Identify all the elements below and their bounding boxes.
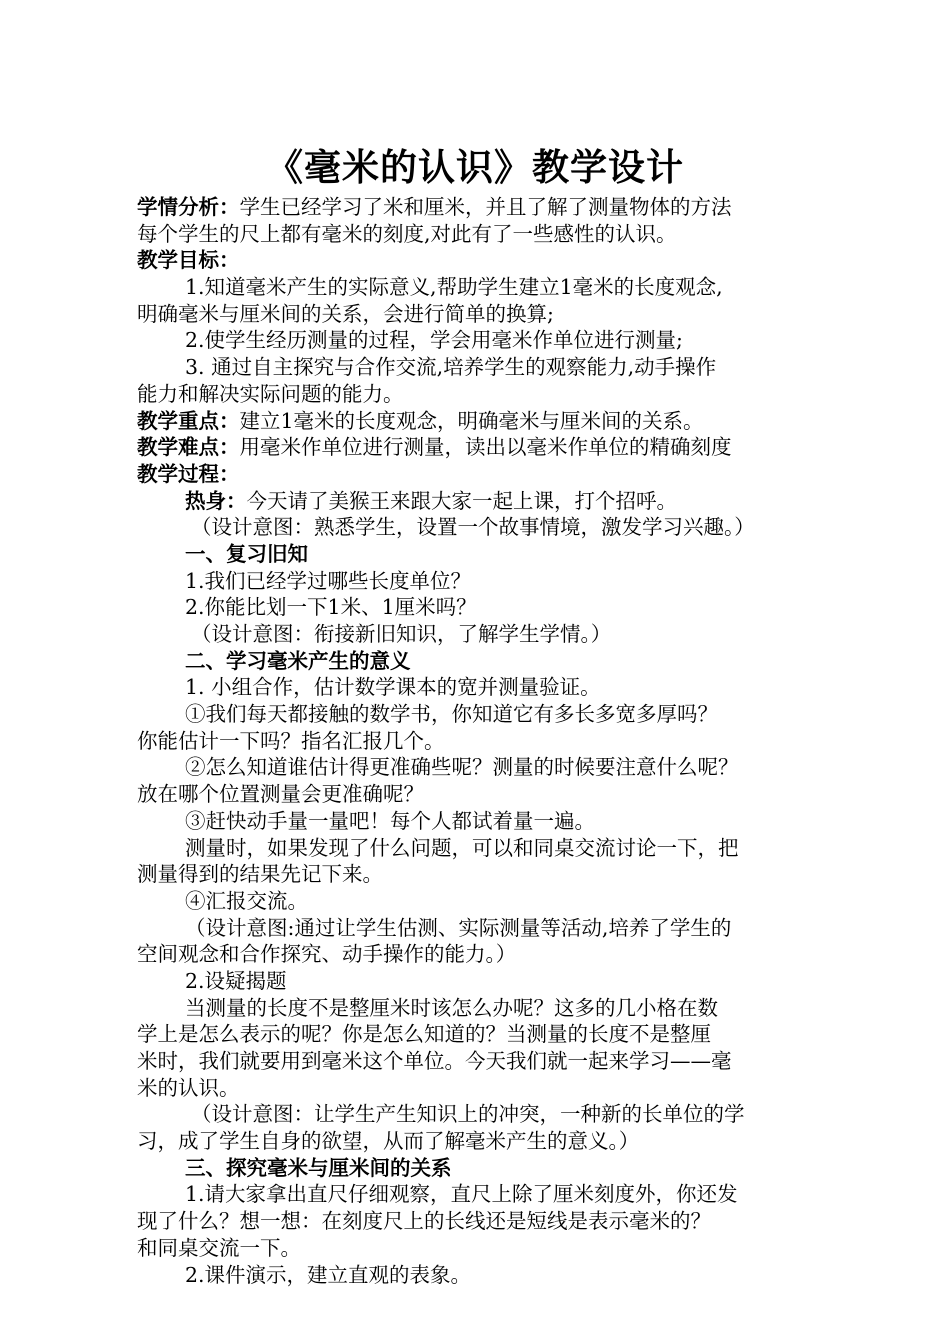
section-2-intent-2: （设计意图：让学生产生知识上的冲突，一种新的长单位的学: [191, 1102, 745, 1127]
goal-2: 2.使学生经历测量的过程，学会用毫米作单位进行测量;: [185, 328, 683, 353]
section-2-circle-3: ③赶快动手量一量吧！每个人都试着量一遍。: [185, 808, 595, 833]
analysis-line: [137, 194, 827, 221]
difficulty-text: 用毫米作单位进行测量，读出以毫米作单位的精确刻度: [239, 435, 732, 460]
goal-3-continued: 能力和解决实际问题的能力。: [137, 381, 404, 406]
section-2-question-paragraph-2: 学上是怎么表示的呢？你是怎么知道的？当测量的长度不是整厘: [137, 1022, 711, 1047]
analysis-text-continued: 每个学生的尺上都有毫米的刻度,对此有了一些感性的认识。: [137, 221, 677, 246]
section-2-circle-2-continued: 放在哪个位置测量会更准确呢？: [137, 782, 424, 807]
warmup-text: 今天请了美猴王来跟大家一起上课，打个招呼。: [246, 488, 677, 513]
section-3-heading: 三、探究毫米与厘米间的关系: [185, 1155, 452, 1180]
section-2-circle-2: ②怎么知道谁估计得更准确些呢？测量的时候要注意什么呢？: [185, 755, 739, 780]
difficulty-line: [137, 434, 827, 461]
warmup-line: [137, 488, 827, 515]
process-heading: 教学过程：: [137, 461, 240, 486]
section-2-circle-4: ④汇报交流。: [185, 888, 308, 913]
goal-1-continued: 明确毫米与厘米间的关系，会进行简单的换算;: [137, 301, 554, 326]
section-1-question-2: 2.你能比划一下1米、1厘米吗？: [185, 595, 477, 620]
document-body: [137, 194, 827, 1288]
difficulty-label: 教学难点：: [137, 435, 240, 460]
warmup-label: 热身：: [185, 488, 247, 513]
analysis-label: 学情分析：: [137, 195, 240, 219]
goal-1: 1.知道毫米产生的实际意义,帮助学生建立1毫米的长度观念,: [185, 275, 723, 300]
section-2-question-paragraph-3: 米时，我们就要用到毫米这个单位。今天我们就一起来学习——毫: [137, 1049, 732, 1073]
page-title: 《毫米的认识》教学设计: [266, 145, 684, 189]
section-1-intent: （设计意图：衔接新旧知识，了解学生学情。）: [191, 622, 612, 646]
section-2-measure-note: 测量时，如果发现了什么问题，可以和同桌交流讨论一下，把: [185, 835, 739, 860]
section-2-circle-1: ①我们每天都接触的数学书，你知道它有多长多宽多厚吗？: [185, 702, 718, 727]
section-2-circle-1-continued: 你能估计一下吗？指名汇报几个。: [137, 728, 445, 753]
section-2-measure-note-continued: 测量得到的结果先记下来。: [137, 862, 383, 887]
section-2-item-1: 1. 小组合作，估计数学课本的宽并测量验证。: [185, 675, 601, 700]
section-3-item-1: 1.请大家拿出直尺仔细观察，直尺上除了厘米刻度外，你还发: [185, 1182, 738, 1207]
key-point-line: [137, 408, 827, 435]
section-1-heading: 一、复习旧知: [185, 541, 308, 566]
section-2-question-paragraph: 当测量的长度不是整厘米时该怎么办呢？这多的几小格在数: [185, 995, 718, 1020]
key-point-text: 建立1毫米的长度观念，明确毫米与厘米间的关系。: [239, 408, 704, 433]
section-2-question-paragraph-4: 米的认识。: [137, 1075, 240, 1100]
goal-3: 3. 通过自主探究与合作交流,培养学生的观察能力,动手操作: [185, 355, 717, 380]
section-3-item-1-continued: 现了什么？想一想：在刻度尺上的长线还是短线是表示毫米的？: [137, 1209, 711, 1234]
section-1-question-1: 1.我们已经学过哪些长度单位？: [185, 568, 472, 593]
warmup-intent: （设计意图：熟悉学生，设置一个故事情境，激发学习兴趣。）: [191, 515, 755, 540]
key-point-label: 教学重点：: [137, 408, 240, 433]
section-2-item-2: 2.设疑揭题: [185, 968, 287, 993]
section-2-heading: 二、学习毫米产生的意义: [185, 648, 411, 673]
analysis-text: 学生已经学习了米和厘米，并且了解了测量物体的方法: [239, 195, 732, 219]
section-3-item-1-continued-2: 和同桌交流一下。: [137, 1235, 301, 1260]
section-3-item-2: 2.课件演示，建立直观的表象。: [185, 1262, 472, 1287]
section-2-intent-continued: 空间观念和合作探究、动手操作的能力。）: [137, 942, 517, 967]
section-2-intent: （设计意图:通过让学生估测、实际测量等活动,培养了学生的: [185, 915, 732, 940]
section-2-intent-2-continued: 习，成了学生自身的欲望，从而了解毫米产生的意义。）: [137, 1129, 640, 1154]
goals-heading: 教学目标：: [137, 248, 240, 273]
